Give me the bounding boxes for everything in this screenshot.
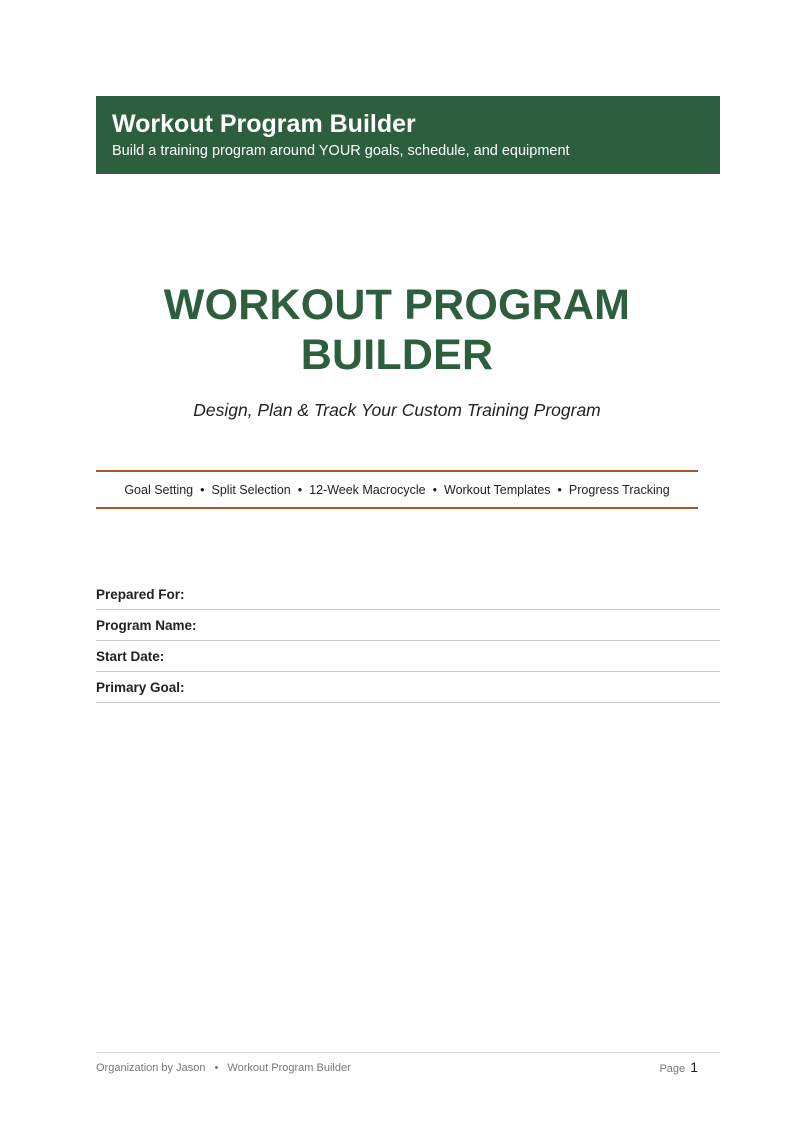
footer-left (96, 1061, 351, 1075)
cover-title (96, 280, 698, 380)
field-start-date (96, 642, 720, 672)
feature-item: Workout Templates (444, 482, 551, 497)
footer-page-number: 1 (690, 1059, 698, 1075)
feature-item: Split Selection (211, 482, 291, 497)
field-label: Primary Goal: (96, 680, 185, 695)
cover-info-fields (96, 580, 720, 703)
cover-subtitle: Design, Plan & Track Your Custom Training Program (193, 400, 601, 420)
feature-separator: • (297, 482, 303, 497)
footer-organization: Organization by Jason (96, 1062, 206, 1074)
footer-page (659, 1058, 698, 1078)
footer-separator: • (214, 1062, 219, 1074)
cover-title-line-1: WORKOUT PROGRAM (163, 281, 631, 329)
feature-separator: • (557, 482, 562, 497)
field-prepared-for (96, 580, 720, 610)
header-title: Workout Program Builder (112, 110, 416, 138)
feature-separator: • (432, 482, 437, 497)
header-banner (96, 96, 720, 174)
footer-document-name: Workout Program Builder (227, 1062, 351, 1074)
header-subtitle: Build a training program around YOUR goals, schedule, and equipment (112, 143, 570, 159)
field-label: Program Name: (96, 618, 197, 633)
feature-item: Progress Tracking (568, 482, 670, 497)
field-label: Prepared For: (96, 587, 185, 602)
footer-divider (96, 1052, 720, 1053)
feature-band (96, 470, 698, 509)
footer-page-label: Page (659, 1063, 686, 1075)
feature-item: Goal Setting (124, 482, 194, 497)
field-program-name (96, 611, 720, 641)
feature-separator: • (200, 482, 205, 497)
feature-item: 12-Week Macrocycle (309, 482, 426, 497)
field-label: Start Date: (96, 649, 165, 664)
cover-title-line-2: BUILDER (300, 331, 494, 379)
field-primary-goal (96, 673, 720, 703)
